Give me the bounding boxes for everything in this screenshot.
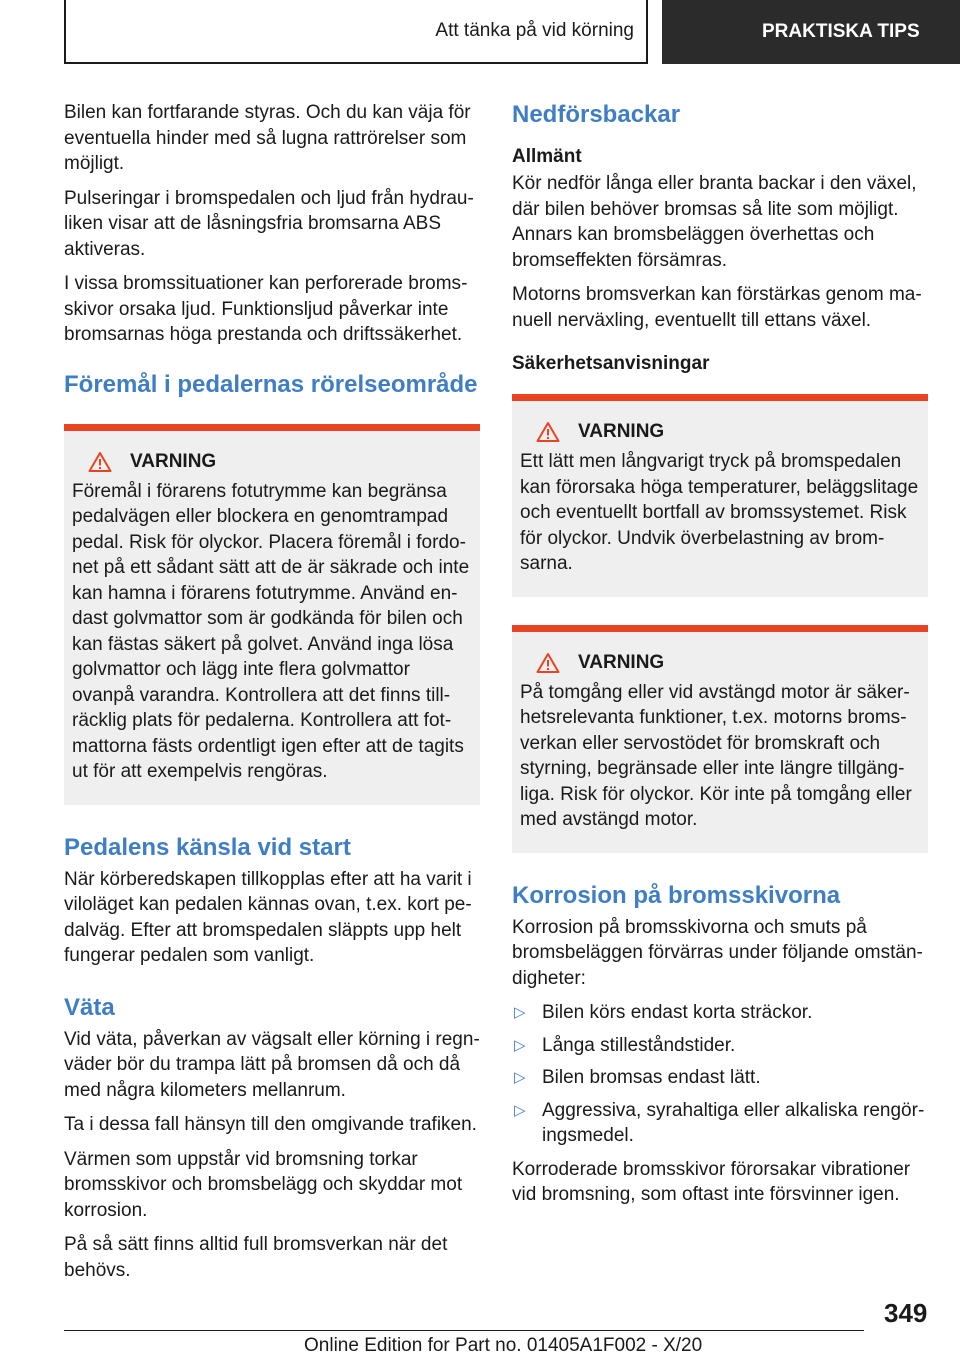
warning-triangle-icon	[88, 451, 112, 473]
paragraph: Motorns bromsverkan kan förstärkas genom manuell nerväxling, eventuellt till ettans växel.	[512, 284, 922, 331]
bullet-triangle-icon: ▷	[514, 1069, 526, 1086]
bullet-triangle-icon: ▷	[514, 1036, 526, 1054]
header-chapter-title: PRAKTISKA TIPS	[762, 21, 920, 42]
warning-title: VARNING	[578, 651, 665, 673]
warning-title: VARNING	[130, 450, 217, 472]
warning-text: Föremål i förarens fotutrymme kan begränsa pedalvägen eller blockera en genomtrampad pedal. Risk för olyckor. Placera föremål i fordonet på ett sådant sätt att de är säkrade och inte kan hamna i förarens fotutrymme. Använd endast golvmattor som är godkända för bilen och kan fästas säkert på golvet. Använd inga lösa golvmattor och lägg inte flera golvmattor ovanpå varandra. Kontrollera att det finns tillräcklig plats för pedalerna. Kontrollera att fotmattorna fästs ordentligt igen efter att de tagits ut för att exempelvis rengöras.	[72, 480, 470, 782]
warning-title: VARNING	[578, 421, 665, 442]
header-section-title: Att tänka på vid körning	[435, 20, 634, 41]
paragraph: Pulseringar i bromspedalen och ljud från hydrauliken visar att de låsningsfria bromsarna ABS aktiveras.	[64, 187, 474, 260]
paragraph: Värmen som uppstår vid bromsning torkar bromsskivor och bromsbelägg och skyddar mot korrosion.	[64, 1148, 463, 1221]
paragraph: Bilen kan fortfarande styras. Och du kan väja för eventuella hinder med så lugna rattrörelser som möjligt.	[64, 102, 471, 174]
heading-corrosion: Korrosion på bromsskivorna	[512, 881, 841, 909]
paragraph: Korroderade bromsskivor förorsakar vibrationer vid bromsning, som oftast inte försvinner igen.	[512, 1158, 911, 1205]
warning-title-row	[536, 652, 920, 674]
warning-triangle-icon	[536, 421, 560, 443]
list-item: ▷ Långa stilleståndstider.	[512, 1033, 928, 1059]
list-item: ▷ Aggressiva, syrahaltiga eller alkaliska rengöringsmedel.	[514, 1099, 925, 1146]
paragraph: Kör nedför långa eller branta backar i den växel, där bilen behöver bromsas så lite som möjligt. Annars kan bromsbeläggen överhettas och bromseffekten försämras.	[512, 173, 917, 271]
header-chapter	[662, 0, 960, 64]
list-item: ▷ Bilen bromsas endast lätt.	[512, 1065, 928, 1091]
warning-text: På tomgång eller vid avstängd motor är säkerhetsrelevanta funktioner, t.ex. motorns bromsverkan eller servostödet för bromskraft och styrning, begränsade eller inte längre tillgängliga. Risk för olyckor. Kör inte på tomgång eller med avstängd motor.	[520, 681, 912, 830]
paragraph: Vid väta, påverkan av vägsalt eller körning i regnväder bör du trampa lätt på bromsen då och då med några kilometers mellanrum.	[64, 1028, 480, 1101]
bullet-triangle-icon: ▷	[514, 1101, 526, 1119]
subheading-general: Allmänt	[512, 146, 582, 167]
paragraph: Korrosion på bromsskivorna och smuts på bromsbeläggen förvärras under följande omständigheter:	[512, 916, 923, 989]
warning-title-row	[88, 451, 472, 473]
left-column	[64, 100, 480, 1292]
footer-edition: Online Edition for Part no. 01405A1F002 - X/20	[304, 1335, 703, 1356]
warning-box	[64, 424, 480, 805]
list-item: ▷ Bilen körs endast korta sträckor.	[512, 1000, 928, 1026]
page-number: 349	[884, 1298, 928, 1328]
paragraph: På så sätt finns alltid full bromsverkan när det behövs.	[64, 1234, 448, 1281]
paragraph: Ta i dessa fall hänsyn till den omgivande trafiken.	[64, 1114, 477, 1135]
heading-pedal-feel: Pedalens känsla vid start	[64, 833, 351, 861]
footer-divider	[64, 1330, 864, 1331]
warning-text: Ett lätt men långvarigt tryck på bromspedalen kan förorsaka höga temperaturer, beläggslitage och eventuellt bortfall av bromssystemet. Risk för olyckor. Undvik överbelastning av bromsarna.	[520, 451, 919, 574]
warning-box	[512, 625, 928, 853]
right-column	[512, 100, 928, 1217]
heading-downhill: Nedförsbackar	[512, 101, 681, 128]
heading-objects-pedal-area: Föremål i pedalernas rörelseområde	[64, 370, 478, 398]
header-section	[64, 0, 648, 64]
bullet-list	[512, 1000, 928, 1149]
warning-box	[512, 394, 928, 597]
warning-triangle-icon	[536, 652, 560, 674]
heading-wet: Väta	[64, 993, 115, 1021]
bullet-triangle-icon: ▷	[514, 1004, 526, 1021]
warning-title-row	[536, 421, 920, 443]
paragraph: I vissa bromssituationer kan perforerade bromsskivor orsaka ljud. Funktionsljud påverkar inte bromsarnas höga prestanda och driftssäkerhet.	[64, 273, 468, 345]
paragraph: När körberedskapen tillkopplas efter att ha varit i viloläget kan pedalen kännas ovan, t.ex. kort pedalväg. Efter att bromspedalen släppts upp helt fungerar pedalen som vanligt.	[64, 868, 472, 966]
subheading-safety: Säkerhetsanvisningar	[512, 353, 710, 374]
